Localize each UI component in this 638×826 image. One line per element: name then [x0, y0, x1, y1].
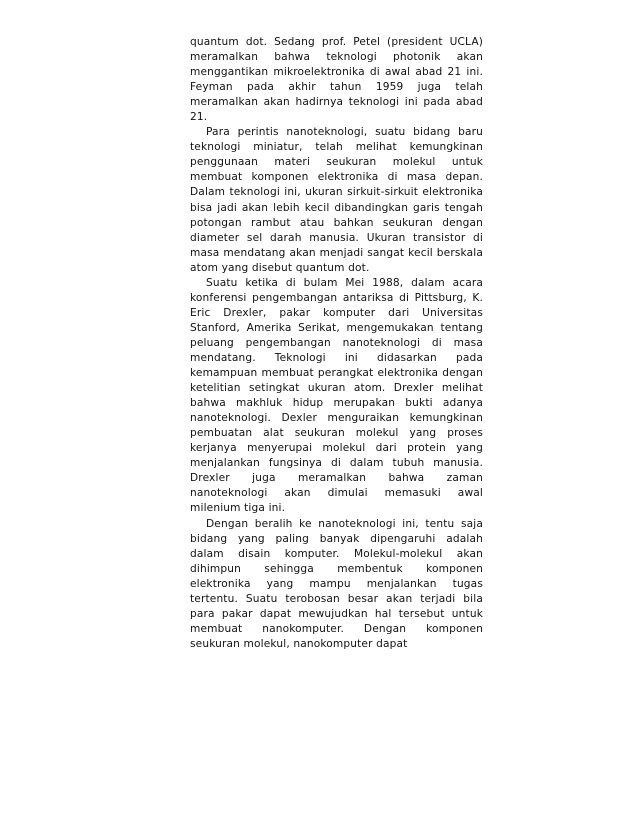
- paragraph-3: Suatu ketika di bulam Mei 1988, dalam acara konferensi pengembangan antariksa di Pittsburg, K. Eric Drexler, pakar komputer dari Universitas Stanford, Amerika Serikat, mengemukakan tentang peluang pengembangan nanoteknologi di masa mendatang. Teknologi ini didasarkan pada kemampuan membuat perangkat elektronika dengan ketelitian setingkat ukuran atom. Drexler melihat bahwa makhluk hidup merupakan bukti adanya nanoteknologi. Dexler menguraikan kemungkinan pembuatan alat seukuran molekul yang proses kerjanya menyerupai molekul dari protein yang menjalankan fungsinya di dalam tubuh manusia. Drexler juga meramalkan bahwa zaman nanoteknologi akan dimulai memasuki awal milenium tiga ini.: [190, 276, 483, 515]
- paragraph-2: Para perintis nanoteknologi, suatu bidang baru teknologi miniatur, telah melihat kemungkinan penggunaan materi seukuran molekul untuk membuat komponen elektronika di masa depan. Dalam teknologi ini, ukuran sirkuit-sirkuit elektronika bisa jadi akan lebih kecil dibandingkan garis tengah potongan rambut atau bahkan seukuran dengan diameter sel darah manusia. Ukuran transistor di masa mendatang akan menjadi sangat kecil berskala atom yang disebut quantum dot.: [190, 126, 483, 274]
- paragraph-1: quantum dot. Sedang prof. Petel (president UCLA) meramalkan bahwa teknologi photonik akan menggantikan mikroelektronika di awal abad 21 ini. Feyman pada akhir tahun 1959 juga telah meramalkan akan hadirnya teknologi ini pada abad 21.: [190, 36, 483, 124]
- paragraph-4: Dengan beralih ke nanoteknologi ini, tentu saja bidang yang paling banyak dipengaruhi adalah dalam disain komputer. Molekul-molekul akan dihimpun sehingga membentuk komponen elektronika yang mampu menjalankan tugas tertentu. Suatu terobosan besar akan terjadi bila para pakar dapat mewujudkan hal tersebut untuk membuat nanokomputer. Dengan komponen seukuran molekul, nanokomputer dapat: [190, 517, 483, 650]
- body-text: [190, 35, 483, 652]
